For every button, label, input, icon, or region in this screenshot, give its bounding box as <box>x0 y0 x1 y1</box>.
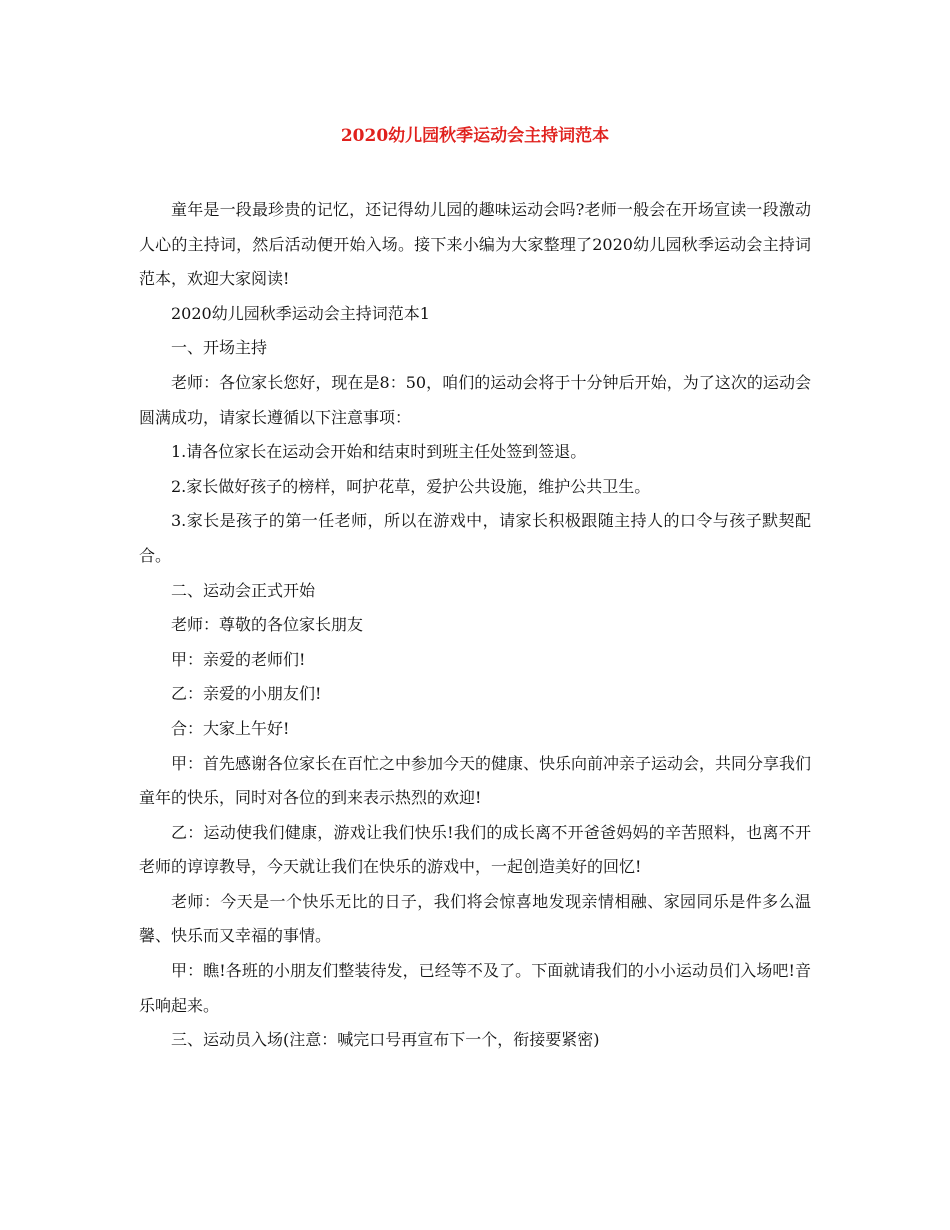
dialogue-line: 老师：尊敬的各位家长朋友 <box>171 615 364 635</box>
document-body <box>139 193 811 1058</box>
paragraph-intro: 童年是一段最珍贵的记忆，还记得幼儿园的趣味运动会吗?老师一般会在开场宣读一段激动人心的主持词，然后活动便开始入场。接下来小编为大家整理了2020幼儿园秋季运动会主持词范本，欢迎大家阅读! <box>139 200 811 289</box>
list-item-1: 1.请各位家长在运动会开始和结束时到班主任处签到签退。 <box>171 442 587 462</box>
dialogue-line: 乙：运动使我们健康，游戏让我们快乐!我们的成长离不开爸爸妈妈的辛苦照料，也离不开老师的谆谆教导，今天就让我们在快乐的游戏中，一起创造美好的回忆! <box>139 822 811 877</box>
dialogue-line: 甲：首先感谢各位家长在百忙之中参加今天的健康、快乐向前冲亲子运动会，共同分享我们童年的快乐，同时对各位的到来表示热烈的欢迎! <box>139 753 812 808</box>
section-heading-official-start: 二、运动会正式开始 <box>171 580 316 600</box>
list-item-2: 2.家长做好孩子的榜样，呵护花草，爱护公共设施，维护公共卫生。 <box>171 476 651 496</box>
paragraph-teacher-notice: 老师：各位家长您好，现在是8：50，咱们的运动会将于十分钟后开始，为了这次的运动会圆满成功，请家长遵循以下注意事项： <box>139 372 811 427</box>
section-heading-athletes-entry: 三、运动员入场(注意：喊完口号再宣布下一个，衔接要紧密) <box>171 1030 600 1050</box>
dialogue-line: 甲：瞧!各班的小朋友们整装待发，已经等不及了。下面就请我们的小小运动员们入场吧!音乐响起来。 <box>139 961 811 1015</box>
document-title: 2020幼儿园秋季运动会主持词范本 <box>340 126 610 146</box>
section-heading-opening: 一、开场主持 <box>171 338 268 358</box>
dialogue-line: 老师：今天是一个快乐无比的日子，我们将会惊喜地发现亲情相融、家园同乐是件多么温馨、快乐而又幸福的事情。 <box>139 891 811 946</box>
section-heading-template-1: 2020幼儿园秋季运动会主持词范本1 <box>171 303 430 323</box>
dialogue-line: 乙：亲爱的小朋友们! <box>171 684 322 704</box>
dialogue-line: 甲：亲爱的老师们! <box>171 649 306 669</box>
dialogue-line: 合：大家上午好! <box>171 718 290 738</box>
list-item-3: 3.家长是孩子的第一任老师，所以在游戏中，请家长积极跟随主持人的口令与孩子默契配合。 <box>139 511 811 565</box>
